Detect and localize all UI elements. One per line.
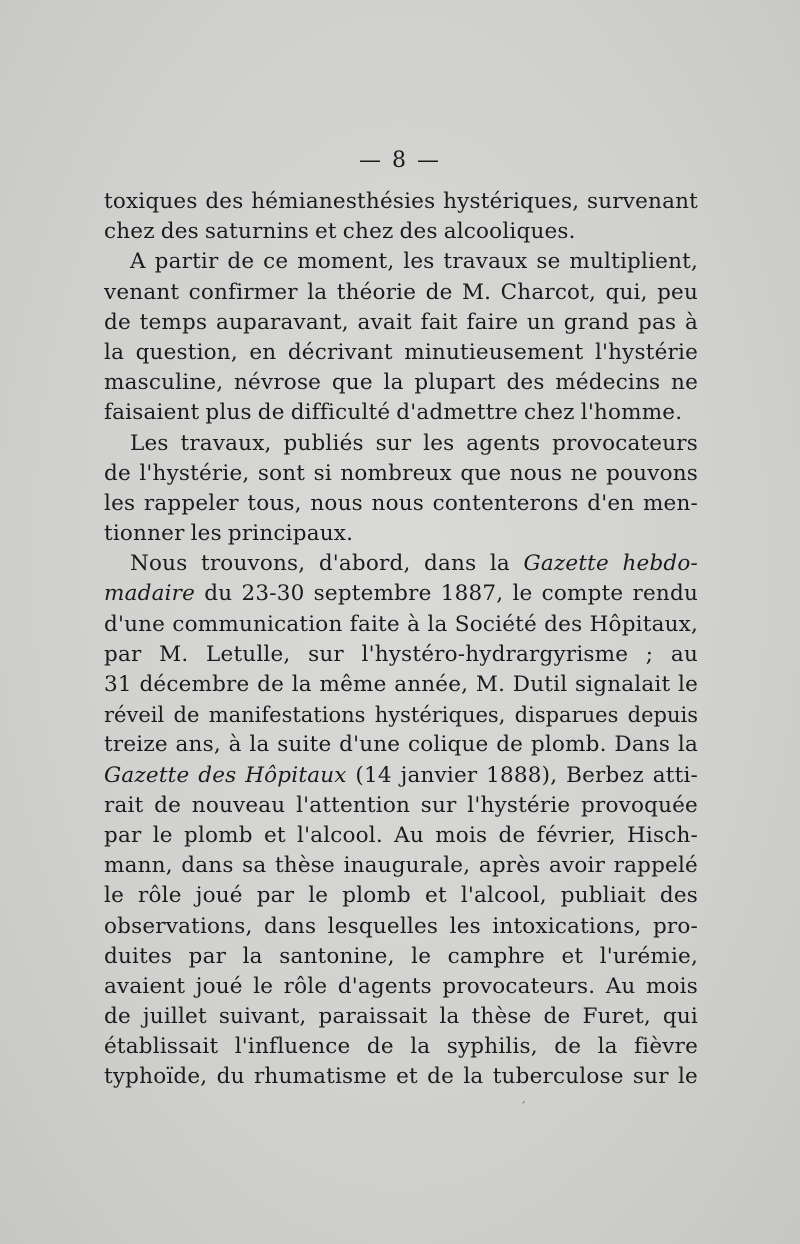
- text-line: d'une communication faite à la Société des Hôpitaux,: [104, 611, 698, 637]
- text-line: observations, dans lesquelles les intoxications, pro-: [104, 913, 698, 939]
- text-line: rait de nouveau l'attention sur l'hystérie provoquée: [104, 792, 698, 818]
- text-segment: du 23-30 septembre 1887, le compte rendu: [195, 581, 698, 607]
- text-line: de juillet suivant, paraissait la thèse de Furet, qui: [104, 1004, 698, 1030]
- text-line: toxiques des hémianesthésies hystériques, survenant: [104, 189, 698, 214]
- text-line: [104, 549, 698, 579]
- text-line: [104, 761, 698, 791]
- text-line: A partir de ce moment, les travaux se multiplient,: [130, 249, 698, 275]
- text-line: de l'hystérie, sont si nombreux que nous ne pouvons: [104, 460, 698, 486]
- text-line: venant confirmer la théorie de M. Charcot, qui, peu: [104, 279, 698, 305]
- text-line: mann, dans sa thèse inaugurale, après avoir rappelé: [104, 853, 698, 879]
- text-line: par M. Letulle, sur l'hystéro-hydrargyrisme ; au: [104, 641, 698, 667]
- page-number: — 8 —: [359, 148, 441, 173]
- italic-title: Gazette des Hôpitaux: [104, 762, 347, 788]
- text-line: établissait l'influence de la syphilis, de la fièvre: [104, 1034, 698, 1060]
- text-line: faisaient plus de difficulté d'admettre chez l'homme.: [104, 400, 683, 426]
- text-segment: Nous trouvons, d'abord, dans la: [130, 551, 524, 577]
- body-text: [104, 187, 698, 1093]
- text-line: treize ans, à la suite d'une colique de plomb. Dans la: [104, 732, 698, 758]
- text-segment: (14 janvier 1888), Berbez atti-: [346, 762, 699, 788]
- text-line: la question, en décrivant minutieusement l'hystérie: [104, 339, 698, 365]
- text-line: par le plomb et l'alcool. Au mois de février, Hisch-: [104, 822, 698, 848]
- text-line: chez des saturnins et chez des alcooliques.: [104, 219, 576, 245]
- text-line: de temps auparavant, avait fait faire un grand pas à: [104, 309, 698, 335]
- text-line: duites par la santonine, le camphre et l'urémie,: [104, 943, 698, 969]
- text-line: réveil de manifestations hystériques, disparues depuis: [104, 703, 698, 728]
- text-line: 31 décembre de la même année, M. Dutil signalait le: [104, 672, 698, 697]
- text-line: les rappeler tous, nous nous contenterons d'en men-: [104, 490, 698, 516]
- text-line: le rôle joué par le plomb et l'alcool, publiait des: [104, 883, 698, 909]
- text-line: typhoïde, du rhumatisme et de la tuberculose sur le: [104, 1064, 698, 1090]
- italic-title: Gazette hebdo-: [523, 551, 698, 577]
- text-line: tionner les principaux.: [104, 521, 354, 547]
- text-line: Les travaux, publiés sur les agents provocateurs: [130, 430, 698, 456]
- text-line: masculine, névrose que la plupart des médecins ne: [104, 370, 698, 396]
- text-line: avaient joué le rôle d'agents provocateurs. Au mois: [104, 973, 698, 999]
- text-line: [104, 579, 698, 609]
- italic-title: madaire: [104, 581, 196, 607]
- paper-speck: ˊ: [520, 1100, 526, 1114]
